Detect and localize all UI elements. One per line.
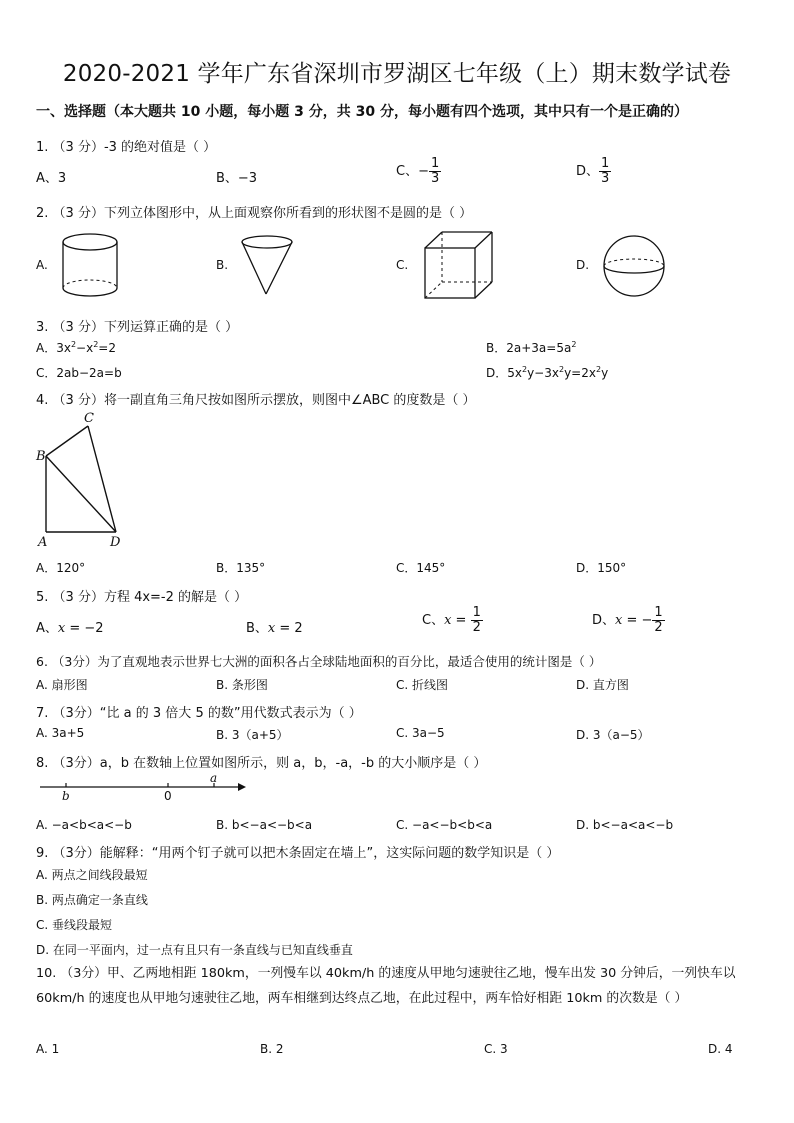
question-7-option-d: D. 3（a−5） [576,728,650,742]
question-10-stem: 10. （3分）甲、乙两地相距 180km，一列慢车以 40km/h 的速度从甲地匀速驶往乙地，慢车出发 30 分钟后，一列快车以 60km/h 的速度也从甲地匀速驶往乙地，两车相继到达终点乙地，在此过程中，两车恰好相距 10km 的次数是（ ） [36,966,736,1006]
question-6-option-a: A. 扇形图 [36,678,88,692]
question-6-option-b: B. 条形图 [216,678,268,692]
exponent: 2 [521,365,528,374]
question-1-stem: 1. （3 分）-3 的绝对值是（ ） [36,140,217,155]
question-8-option-c: C. −a<−b<b<a [396,818,493,832]
question-3-option-a [36,339,116,356]
equals: = − [622,613,653,628]
question-3-option-c: C．2ab−2a=b [36,366,122,380]
number-line-label-zero: 0 [164,789,172,803]
denominator: 3 [601,171,610,186]
question-3-stem: 3. （3 分）下列运算正确的是（ ） [36,320,239,335]
text: =2 [98,341,116,355]
question-9-option-a: A. 两点之间线段最短 [36,868,148,882]
option-prefix: A、 [36,621,58,636]
question-1-option-c [396,157,441,186]
question-6-stem: 6. （3分）为了直观地表示世界七大洲的面积各占全球陆地面积的百分比，最适合使用的统计图是（ ） [36,654,602,669]
question-4-option-c: C．145° [396,561,446,575]
number-line-label-b: b [62,789,70,803]
fraction [429,157,441,186]
question-5-option-a [36,617,104,636]
question-5-option-c [422,606,483,635]
label-a: A [38,535,48,550]
question-10-option-b: B. 2 [260,1042,284,1056]
question-6-option-d: D. 直方图 [576,678,629,692]
cone-figure [240,234,294,296]
numerator: 1 [601,156,610,171]
question-10-option-a: A. 1 [36,1042,60,1056]
question-1-option-a: A、3 [36,171,67,186]
denominator: 3 [430,171,440,186]
question-9-option-c: C. 垂线段最短 [36,918,113,932]
question-10-option-d: D. 4 [708,1042,733,1056]
fraction [599,157,611,186]
cube-figure [422,230,494,300]
label-c: C [84,411,94,426]
exponent: 2 [595,365,602,374]
text: A．3x [36,341,71,355]
question-4-option-b: B．135° [216,561,266,575]
text: y [601,366,609,380]
exponent: 2 [558,365,565,374]
question-2-option-b: B. [216,258,229,272]
fraction [471,606,483,635]
question-5-option-b [246,617,303,636]
question-7-option-c: C. 3a−5 [396,726,445,740]
sphere-figure [602,234,666,298]
numerator: 1 [430,156,440,171]
cylinder-figure [60,232,120,298]
text: −x [76,341,94,355]
question-9-stem: 9. （3分）能解释：“用两个钉子就可以把木条固定在墙上”，这实际问题的数学知识是（ ） [36,846,560,861]
option-prefix: B、 [246,621,268,636]
exponent: 2 [70,340,77,349]
option-prefix: C、− [396,164,429,179]
fraction [652,606,664,635]
question-5-option-d [592,606,665,635]
question-2-option-d: D. [576,258,590,272]
text: D．5x [486,366,522,380]
denominator: 2 [654,620,663,635]
label-d: D [110,535,121,550]
question-8-stem: 8. （3分）a，b 在数轴上位置如图所示，则 a，b，-a，-b 的大小顺序是（ ） [36,756,487,771]
question-7-option-a: A. 3a+5 [36,726,85,740]
question-2-stem: 2. （3 分）下列立体图形中，从上面观察你所看到的形状图不是圆的是（ ） [36,206,473,221]
number-line-label-a: a [210,771,218,785]
value: = 2 [275,621,303,636]
question-4-option-a: A．120° [36,561,86,575]
exponent: 2 [93,340,99,349]
variable: x [57,621,66,636]
value: = −2 [65,621,104,636]
question-6-option-c: C. 折线图 [396,678,449,692]
question-8-option-a: A. −a<b<a<−b [36,818,132,832]
question-7-option-b: B. 3（a+5） [216,728,289,742]
text: y−3x [527,366,559,380]
numerator: 1 [654,605,663,620]
variable: x [267,621,276,636]
question-2-option-a: A. [36,258,48,272]
option-prefix: D、 [576,164,600,179]
exponent: 2 [571,340,577,349]
question-3-option-d [486,364,608,381]
question-5-stem: 5. （3 分）方程 4x=-2 的解是（ ） [36,590,248,605]
section-heading: 一、选择题（本大题共 10 小题，每小题 3 分，共 30 分，每小题有四个选项，其中只有一个是正确的） [36,104,688,120]
question-1-option-b: B、−3 [216,171,258,186]
option-prefix: C、 [422,613,445,628]
page-title: 2020-2021 学年广东省深圳市罗湖区七年级（上）期末数学试卷 [62,61,732,87]
question-4-option-d: D．150° [576,561,627,575]
question-1-option-d [576,157,611,186]
equals: = [451,613,471,628]
triangle-figure [30,408,130,550]
option-prefix: D、 [592,613,616,628]
numerator: 1 [472,605,481,620]
question-10-option-c: C. 3 [484,1042,508,1056]
variable: x [444,613,452,628]
question-4-stem: 4. （3 分）将一副直角三角尺按如图所示摆放，则图中∠ABC 的度数是（ ） [36,393,476,408]
question-8-option-d: D. b<−a<a<−b [576,818,674,832]
question-9-option-d: D. 在同一平面内，过一点有且只有一条直线与已知直线垂直 [36,943,353,957]
denominator: 2 [472,620,481,635]
variable: x [615,613,623,628]
question-8-option-b: B. b<−a<−b<a [216,818,313,832]
number-line-figure [40,771,250,804]
question-9-option-b: B. 两点确定一条直线 [36,893,148,907]
question-2-option-c: C. [396,258,409,272]
question-3-option-b [486,339,576,356]
label-b: B [36,449,46,464]
question-7-stem: 7. （3分）“比 a 的 3 倍大 5 的数”用代数式表示为（ ） [36,706,362,721]
text: y=2x [564,366,596,380]
text: B．2a+3a=5a [486,341,572,355]
